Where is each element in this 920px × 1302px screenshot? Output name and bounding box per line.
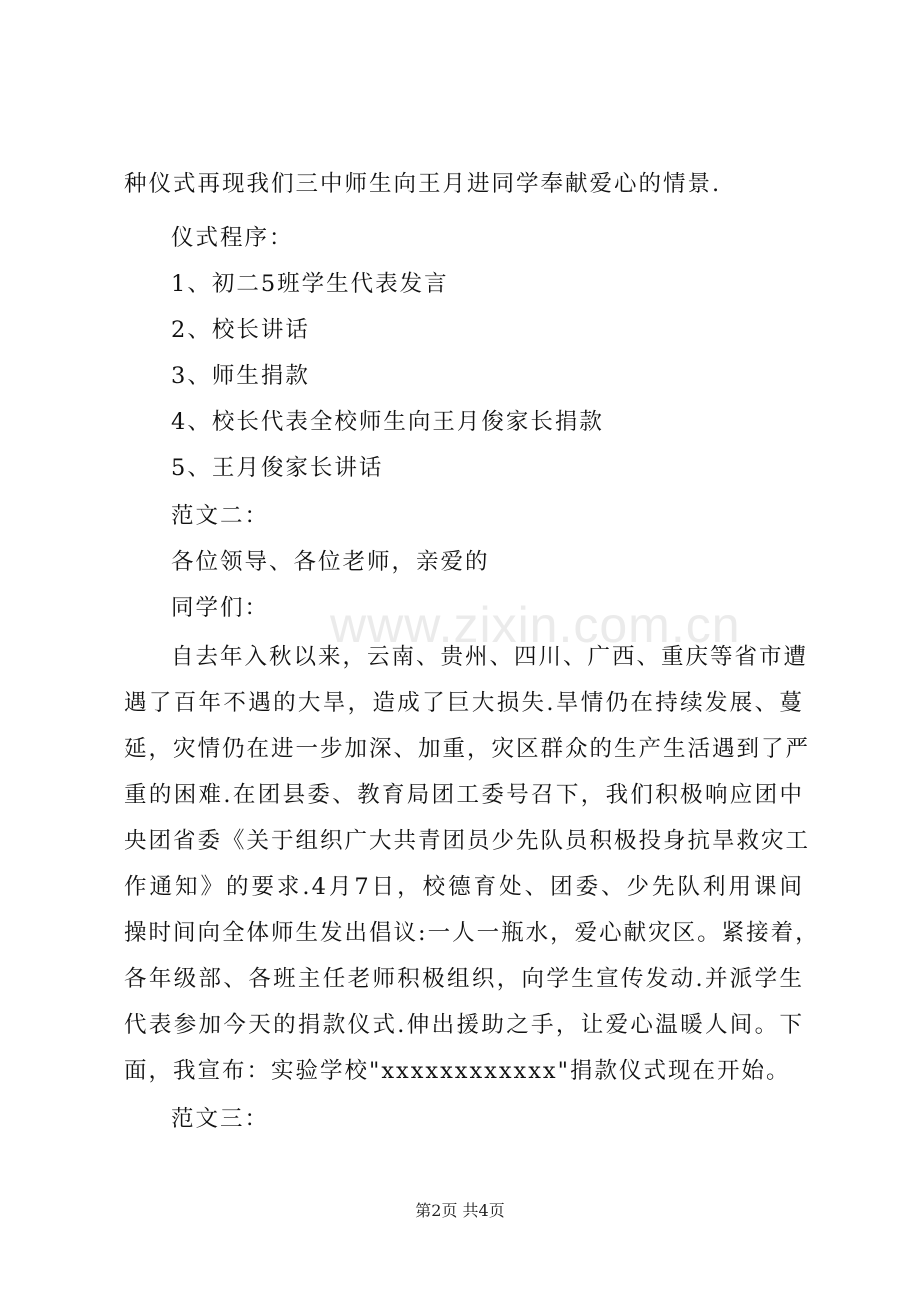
salutation-line: 各位领导、各位老师，亲爱的 (171, 549, 490, 575)
section-heading: 仪式程序： (171, 225, 294, 251)
paragraph-line: 操时间向全体师生发出倡议:一人一瓶水，爱心献灾区。紧接着， (124, 920, 820, 946)
section-heading: 范文二： (171, 503, 270, 529)
section-heading: 范文三： (171, 1106, 270, 1132)
paragraph-line: 种仪式再现我们三中师生向王月进同学奉献爱心的情景. (124, 171, 722, 197)
paragraph-line: 面，我宣布：实验学校"xxxxxxxxxxxx"捐款仪式现在开始。 (124, 1058, 791, 1084)
paragraph-line: 自去年入秋以来，云南、贵州、四川、广西、重庆等省市遭 (171, 644, 809, 670)
paragraph-line: 延，灾情仍在进一步加深、加重，灾区群众的生产生活遇到了严 (124, 736, 811, 762)
paragraph-line: 作通知》的要求.4月7日，校德育处、团委、少先队利用课间 (124, 874, 804, 900)
page-footer: 第2页 共4页 (415, 1201, 505, 1220)
paragraph-line: 央团省委《关于组织广大共青团员少先队员积极投身抗旱救灾工 (124, 828, 811, 854)
watermark: www.zixin.com.cn (330, 597, 741, 653)
paragraph-line: 遇了百年不遇的大旱，造成了巨大损失.旱情仍在持续发展、蔓 (124, 690, 804, 716)
paragraph-line: 重的困难.在团县委、教育局团工委号召下，我们积极响应团中 (124, 782, 804, 808)
list-item: 3、师生捐款 (171, 363, 310, 389)
list-item: 1、初二5班学生代表发言 (171, 271, 449, 297)
list-item: 5、王月俊家长讲话 (171, 455, 384, 481)
list-item: 4、校长代表全校师生向王月俊家长捐款 (171, 409, 604, 435)
paragraph-line: 各年级部、各班主任老师积极组织，向学生宣传发动.并派学生 (124, 966, 804, 992)
salutation-line: 同学们： (171, 595, 270, 621)
paragraph-line: 代表参加今天的捐款仪式.伸出援助之手，让爱心温暖人间。下 (124, 1012, 804, 1038)
list-item: 2、校长讲话 (171, 317, 310, 343)
